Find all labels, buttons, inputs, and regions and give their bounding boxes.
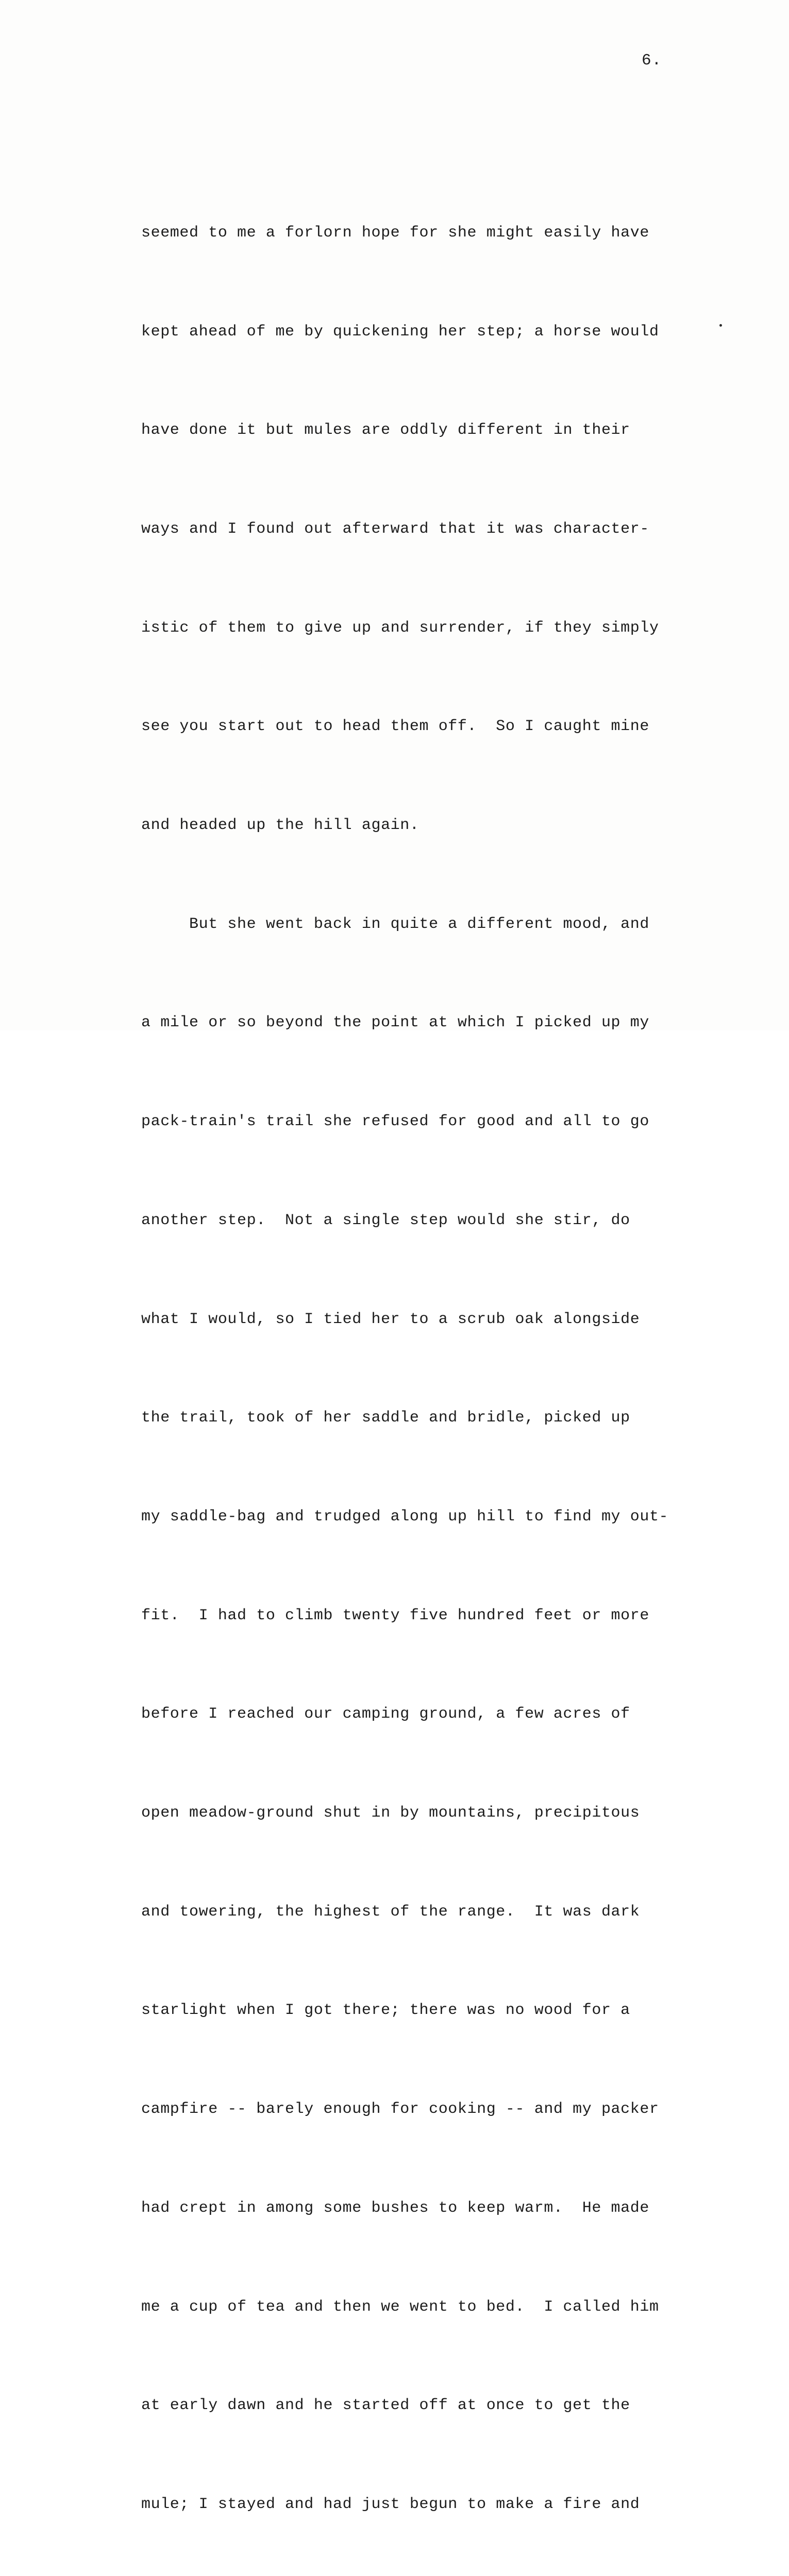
text-line: me a cup of tea and then we went to bed. I called him [141,2298,659,2316]
text-line: and towering, the highest of the range. It was dark [141,1903,640,1921]
body-text [141,151,698,2576]
text-line: a mile or so beyond the point at which I picked up my [141,1014,649,1032]
text-line: another step. Not a single step would she stir, do [141,1211,630,1229]
text-line: have done it but mules are oddly different in their [141,421,630,439]
page-number: 6. [642,52,662,70]
text-line: But she went back in quite a different mood, and [141,915,649,933]
text-line: ways and I found out afterward that it was character- [141,520,649,538]
text-line: had crept in among some bushes to keep warm. He made [141,2199,649,2217]
text-line: kept ahead of me by quickening her step; a horse would [141,323,659,341]
text-line: mule; I stayed and had just begun to make a fire and [141,2495,640,2513]
text-line: pack-train's trail she refused for good and all to go [141,1113,649,1131]
text-line: at early dawn and he started off at once to get the [141,2397,630,2415]
text-line: my saddle-bag and trudged along up hill to find my out- [141,1507,669,1526]
text-line: seemed to me a forlorn hope for she might easily have [141,224,649,242]
text-line: open meadow-ground shut in by mountains, precipitous [141,1804,640,1822]
text-line: fit. I had to climb twenty five hundred feet or more [141,1606,649,1624]
text-line: see you start out to head them off. So I caught mine [141,718,649,736]
text-line: what I would, so I tied her to a scrub oak alongside [141,1310,640,1328]
text-line: campfire -- barely enough for cooking -- and my packer [141,2100,659,2119]
text-line: starlight when I got there; there was no wood for a [141,2002,630,2020]
text-line: istic of them to give up and surrender, if they simply [141,619,659,637]
text-line: before I reached our camping ground, a few acres of [141,1705,630,1723]
text-line: and headed up the hill again. [141,817,419,835]
ink-speck [719,324,722,327]
text-line: the trail, took of her saddle and bridle, picked up [141,1409,630,1427]
